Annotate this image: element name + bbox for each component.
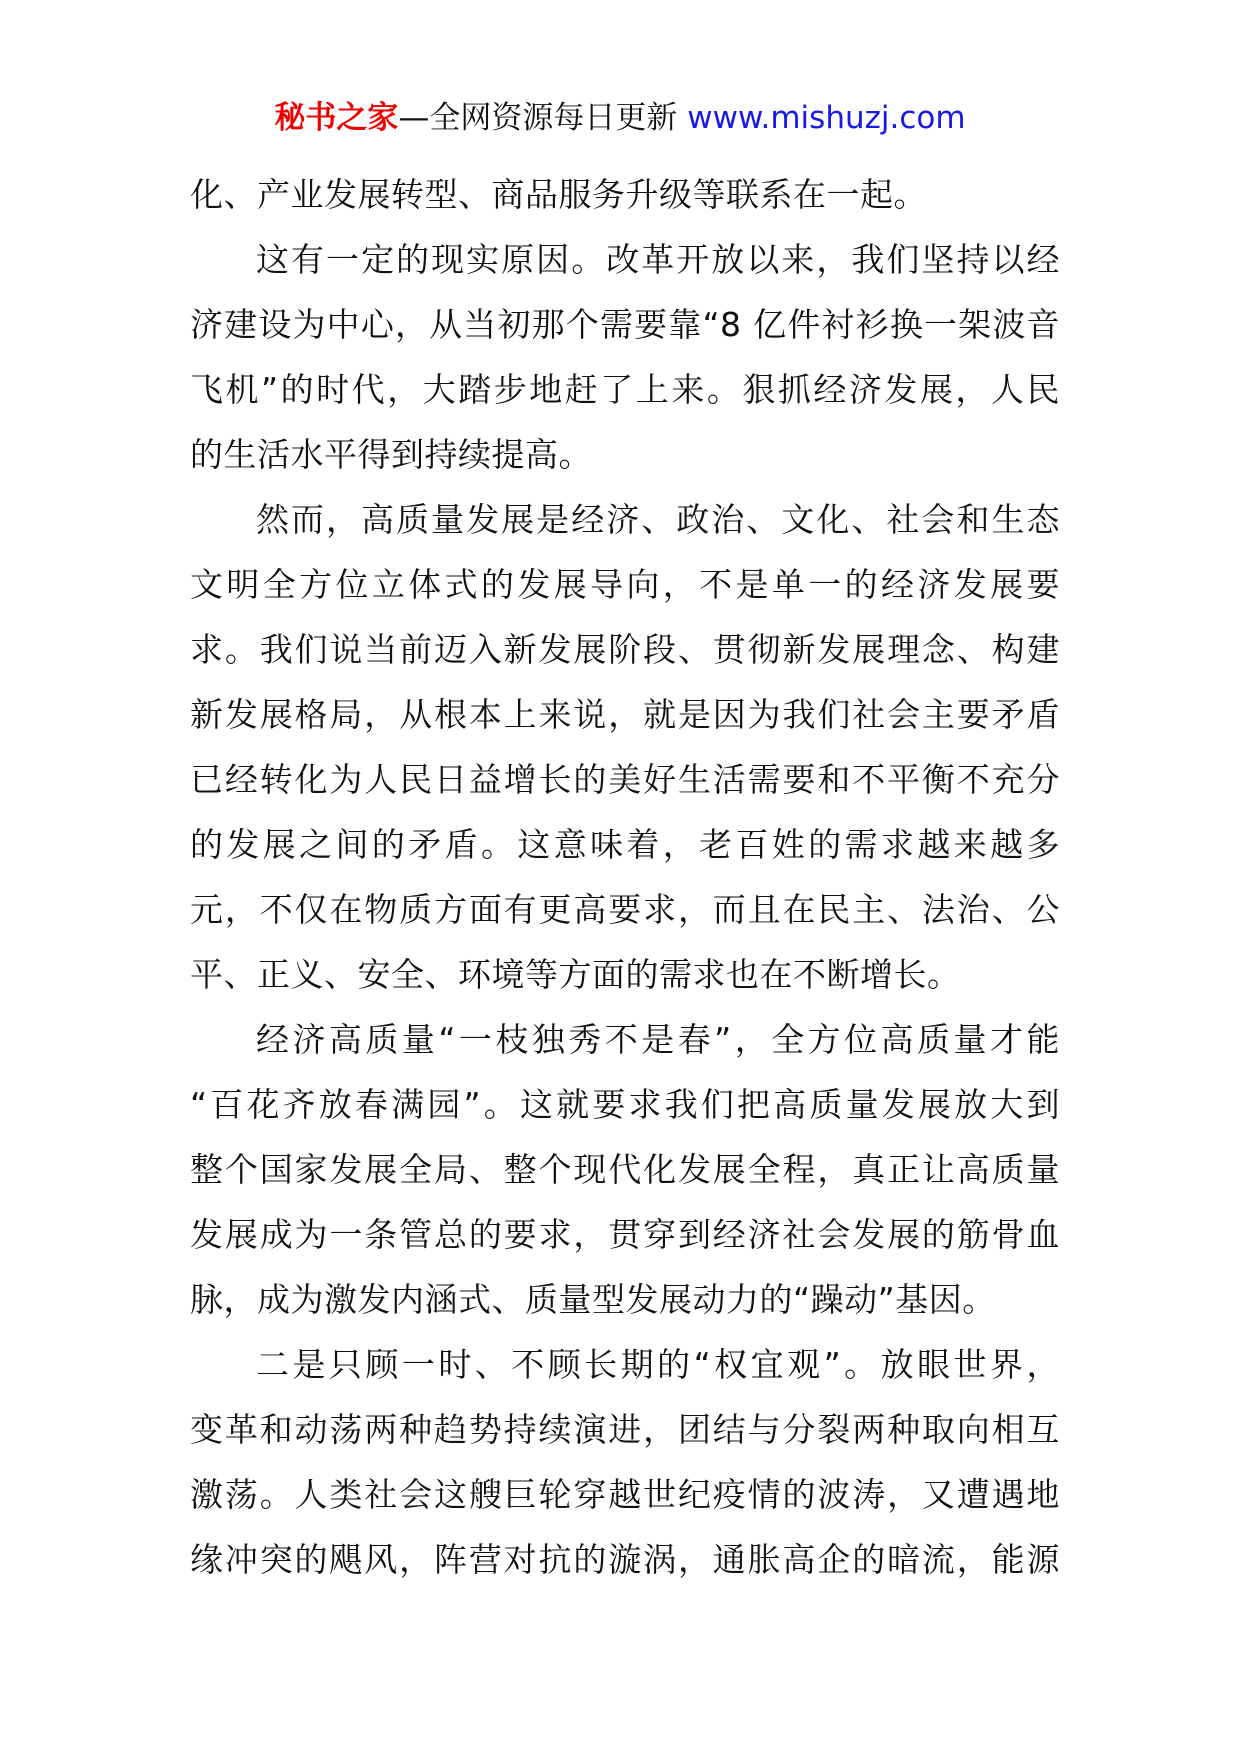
text-line: 新发展格局，从根本上来说，就是因为我们社会主要矛盾: [190, 695, 1060, 734]
site-tagline: —全网资源每日更新: [398, 100, 678, 136]
text-line: 这有一定的现实原因。改革开放以来，我们坚持以经: [256, 240, 1060, 279]
text-line: 变革和动荡两种趋势持续演进，团结与分裂两种取向相互: [190, 1410, 1060, 1449]
text-line: 发展成为一条管总的要求，贯穿到经济社会发展的筋骨血: [190, 1215, 1060, 1254]
text-line: 经济高质量“一枝独秀不是春”，全方位高质量才能: [256, 1020, 1060, 1059]
text-line: 济建设为中心，从当初那个需要靠“8 亿件衬衫换一架波音: [190, 305, 1060, 344]
text-line: “百花齐放春满园”。这就要求我们把高质量发展放大到: [190, 1085, 1060, 1124]
text-line: 二是只顾一时、不顾长期的“权宜观”。放眼世界，: [256, 1345, 1060, 1384]
text-line: 化、产业发展转型、商品服务升级等联系在一起。: [190, 175, 927, 214]
text-line: 文明全方位立体式的发展导向，不是单一的经济发展要: [190, 565, 1060, 604]
document-body: [190, 162, 1060, 1592]
text-line: 激荡。人类社会这艘巨轮穿越世纪疫情的波涛，又遭遇地: [190, 1475, 1060, 1514]
text-line: 脉，成为激发内涵式、质量型发展动力的“躁动”基因。: [190, 1280, 996, 1319]
text-line: 已经转化为人民日益增长的美好生活需要和不平衡不充分: [190, 760, 1060, 799]
text-line: 求。我们说当前迈入新发展阶段、贯彻新发展理念、构建: [190, 630, 1060, 669]
text-line: 飞机”的时代，大踏步地赶了上来。狠抓经济发展，人民: [190, 370, 1060, 409]
text-line: 元，不仅在物质方面有更高要求，而且在民主、法治、公: [190, 890, 1060, 929]
site-header: [0, 98, 1240, 138]
text-line: 整个国家发展全局、整个现代化发展全程，真正让高质量: [190, 1150, 1060, 1189]
text-line: 的生活水平得到持续提高。: [190, 435, 592, 474]
text-line: 缘冲突的飓风，阵营对抗的漩涡，通胀高企的暗流，能源: [190, 1540, 1060, 1579]
text-line: 平、正义、安全、环境等方面的需求也在不断增长。: [190, 955, 961, 994]
site-url-link[interactable]: www.mishuzj.com: [687, 100, 966, 136]
text-line: 的发展之间的矛盾。这意味着，老百姓的需求越来越多: [190, 825, 1060, 864]
site-brand: 秘书之家: [274, 100, 399, 136]
text-line: 然而，高质量发展是经济、政治、文化、社会和生态: [256, 500, 1060, 539]
